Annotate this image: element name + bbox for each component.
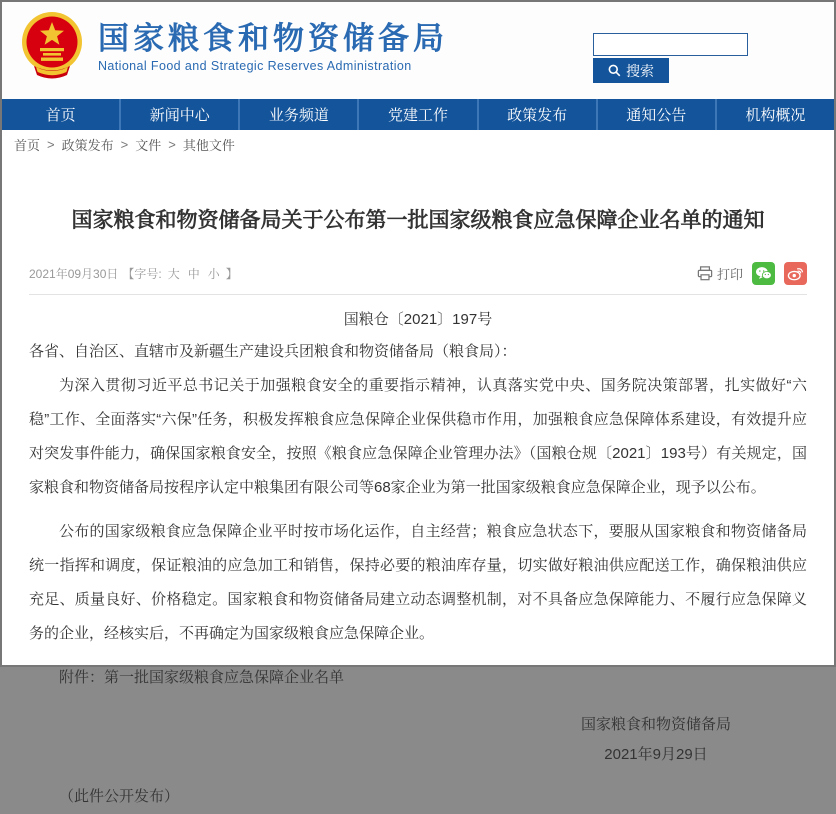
font-size-suffix: 】	[225, 267, 238, 281]
breadcrumb-separator: >	[47, 136, 55, 152]
article	[2, 206, 834, 814]
article-meta-left	[29, 265, 238, 282]
nav-item-policy[interactable]: 政策发布	[479, 99, 598, 130]
signer-name: 国家粮食和物资储备局	[580, 716, 731, 733]
printer-icon	[697, 266, 713, 281]
wechat-icon	[755, 266, 772, 281]
search-button-label: 搜索	[626, 62, 654, 79]
public-release-note: （此件公开发布）	[59, 788, 180, 805]
salutation: 各省、自治区、直辖市及新疆生产建设兵团粮食和物资储备局（粮食局）：	[29, 343, 517, 360]
site-title-cn: 国家粮食和物资储备局	[98, 20, 448, 56]
sign-date: 2021年9月29日	[604, 746, 708, 763]
share-wechat-button[interactable]	[752, 262, 775, 285]
nav-item-party[interactable]: 党建工作	[359, 99, 478, 130]
breadcrumb-policy[interactable]: 政策发布	[61, 137, 114, 153]
national-emblem-icon	[20, 10, 84, 84]
site-titles	[98, 22, 448, 73]
paragraph-2: 公布的国家级粮食应急保障企业平时按市场化运作，自主经营；粮食应急状态下，要服从国家粮食和物资储备局统一指挥和调度，保证粮油的应急加工和销售，保持必要的粮油库存量，切实做好粮油供应配送工作，确保粮油供应充足、质量良好、价格稳定。国家粮食和物资储备局建立动态调整机制，对不具备应急保障能力、不履行应急保障义务的企业，经核实后，不再确定为国家级粮食应急保障企业。	[29, 523, 807, 642]
font-size-small-button[interactable]: 小	[207, 267, 220, 281]
nav-item-about[interactable]: 机构概况	[745, 107, 806, 124]
article-body	[29, 335, 807, 814]
attachment-line: 附件：第一批国家级粮食应急保障企业名单	[59, 669, 345, 686]
paragraph-1: 为深入贯彻习近平总书记关于加强粮食安全的重要指示精神，认真落实党中央、国务院决策部署，扎实做好“六稳”工作、全面落实“六保”任务，积极发挥粮食应急保障企业保供稳市作用，加强粮食应急保障体系建设，有效提升应对突发事件能力，确保国家粮食安全，按照《粮食应急保障企业管理办法》（国粮仓规〔2021〕193号）有关规定，国家粮食和物资储备局按程序认定中粮集团有限公司等68家企业为第一批国家级粮食应急保障企业，现予以公布。	[29, 377, 807, 496]
document-number: 国粮仓〔2021〕197号	[343, 311, 493, 328]
masthead	[20, 10, 448, 84]
breadcrumb-documents[interactable]: 文件	[135, 137, 162, 153]
article-meta-right	[697, 262, 807, 285]
article-title: 国家粮食和物资储备局关于公布第一批国家级粮食应急保障企业名单的通知	[71, 209, 765, 232]
nav-item-business[interactable]: 业务频道	[240, 99, 359, 130]
search-input[interactable]	[593, 33, 748, 56]
weibo-icon	[787, 266, 804, 281]
font-size-prefix: 【字号:	[122, 267, 162, 281]
signature-block	[29, 710, 807, 772]
main-nav	[2, 99, 834, 130]
print-button[interactable]	[697, 264, 743, 283]
breadcrumb-other-documents[interactable]: 其他文件	[182, 137, 235, 153]
print-label: 打印	[716, 267, 743, 282]
site-title-en: National Food and Strategic Reserves Administration	[98, 58, 412, 73]
share-weibo-button[interactable]	[784, 262, 807, 285]
article-meta-row	[29, 262, 807, 295]
font-size-large-button[interactable]: 大	[167, 267, 180, 281]
nav-item-news[interactable]: 新闻中心	[121, 99, 240, 130]
font-size-medium-button[interactable]: 中	[187, 267, 200, 281]
search-button[interactable]	[593, 58, 669, 83]
breadcrumb-separator: >	[168, 136, 176, 152]
search-icon	[608, 64, 621, 77]
breadcrumb-separator: >	[120, 136, 129, 152]
article-date: 2021年09月30日	[29, 267, 119, 281]
nav-item-notices[interactable]: 通知公告	[598, 99, 717, 130]
search-area	[593, 33, 748, 83]
breadcrumb	[2, 130, 834, 158]
breadcrumb-home[interactable]: 首页	[14, 137, 41, 153]
nav-item-home[interactable]: 首页	[2, 99, 121, 130]
site-header	[2, 2, 834, 99]
